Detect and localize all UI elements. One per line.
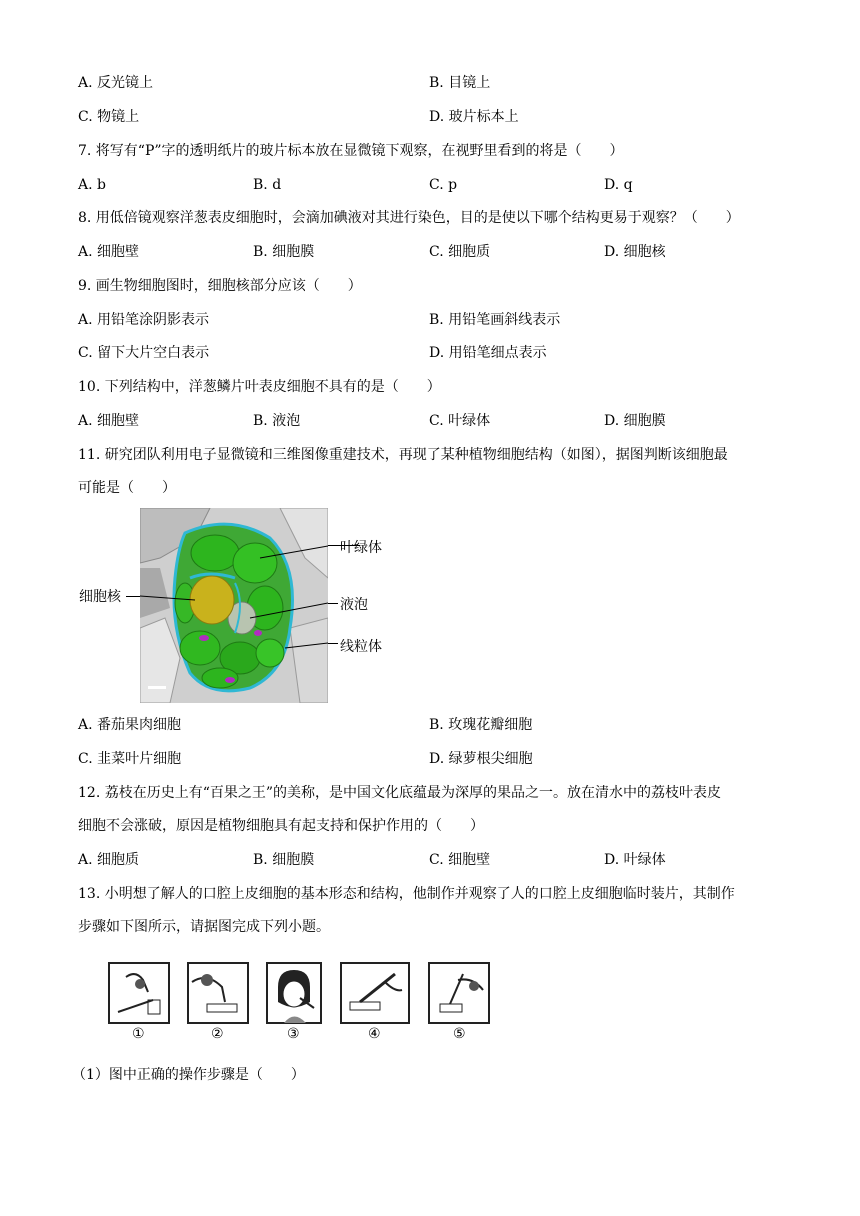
q8-option-c: C. 细胞质 (429, 244, 491, 260)
step-5-sketch (428, 962, 490, 1024)
q6-option-d: D. 玻片标本上 (429, 109, 519, 125)
q6-option-a: A. 反光镜上 (78, 75, 154, 91)
q7-option-b: B. d (253, 177, 282, 193)
q9-option-c: C. 留下大片空白表示 (78, 345, 210, 361)
q12-stem-line2: 细胞不会涨破，原因是植物细胞具有起支持和保护作用的（ ） (78, 818, 484, 834)
q7-option-c: C. p (429, 177, 458, 193)
q6-option-c: C. 物镜上 (78, 109, 140, 125)
plant-cell-figure (140, 508, 328, 703)
step-label-3: ③ (287, 1026, 300, 1042)
q13-sub1: （1）图中正确的操作步骤是（ ） (72, 1067, 305, 1083)
label-nucleus: 细胞核 (79, 589, 121, 605)
q11-option-d: D. 绿萝根尖细胞 (429, 751, 533, 767)
q11-stem-line2: 可能是（ ） (78, 480, 176, 496)
q8-stem: 8. 用低倍镜观察洋葱表皮细胞时，会滴加碘液对其进行染色，目的是使以下哪个结构更易于观察？（ ） (78, 210, 740, 226)
q11-stem-line1: 11. 研究团队利用电子显微镜和三维图像重建技术，再现了某种植物细胞结构（如图），据图判断该细胞最 (78, 447, 728, 463)
q10-stem: 10. 下列结构中，洋葱鳞片叶表皮细胞不具有的是（ ） (78, 379, 441, 395)
label-mitochondria: 线粒体 (340, 639, 382, 655)
q11-option-a: A. 番茄果肉细胞 (78, 717, 182, 733)
step-label-5: ⑤ (453, 1026, 466, 1042)
step-label-2: ② (211, 1026, 224, 1042)
q12-option-c: C. 细胞壁 (429, 852, 491, 868)
step-1-sketch (108, 962, 170, 1024)
q8-option-d: D. 细胞核 (604, 244, 666, 260)
step-2-sketch (187, 962, 249, 1024)
q7-option-d: D. q (604, 177, 633, 193)
q12-option-d: D. 叶绿体 (604, 852, 666, 868)
q10-option-b: B. 液泡 (253, 413, 301, 429)
q13-stem-line2: 步骤如下图所示，请据图完成下列小题。 (78, 919, 330, 935)
vacuole-leader (328, 603, 338, 604)
q9-option-b: B. 用铅笔画斜线表示 (429, 312, 561, 328)
mitochondria-leader (328, 643, 338, 644)
step-4-sketch (340, 962, 410, 1024)
step-3-sketch (266, 962, 322, 1024)
step-label-1: ① (132, 1026, 145, 1042)
step-label-4: ④ (368, 1026, 381, 1042)
q8-option-b: B. 细胞膜 (253, 244, 315, 260)
q8-option-a: A. 细胞壁 (78, 244, 140, 260)
q7-stem: 7. 将写有“P”字的透明纸片的玻片标本放在显微镜下观察，在视野里看到的将是（ ） (78, 143, 624, 159)
q7-option-a: A. b (78, 177, 106, 193)
q12-option-b: B. 细胞膜 (253, 852, 315, 868)
q9-stem: 9. 画生物细胞图时，细胞核部分应该（ ） (78, 278, 362, 294)
q9-option-a: A. 用铅笔涂阴影表示 (78, 312, 210, 328)
q13-stem-line1: 13. 小明想了解人的口腔上皮细胞的基本形态和结构，他制作并观察了人的口腔上皮细胞临时装片，其制作 (78, 886, 735, 902)
q10-option-a: A. 细胞壁 (78, 413, 140, 429)
q6-option-b: B. 目镜上 (429, 75, 491, 91)
nucleus-leader (126, 596, 140, 597)
q11-option-b: B. 玫瑰花瓣细胞 (429, 717, 533, 733)
q11-option-c: C. 韭菜叶片细胞 (78, 751, 182, 767)
q12-stem-line1: 12. 荔枝在历史上有“百果之王”的美称，是中国文化底蕴最为深厚的果品之一。放在清水中的荔枝叶表皮 (78, 785, 722, 801)
label-chloroplast: 叶绿体 (340, 540, 382, 556)
q10-option-d: D. 细胞膜 (604, 413, 666, 429)
q12-option-a: A. 细胞质 (78, 852, 140, 868)
q9-option-d: D. 用铅笔细点表示 (429, 345, 547, 361)
label-vacuole: 液泡 (340, 597, 368, 613)
q10-option-c: C. 叶绿体 (429, 413, 491, 429)
